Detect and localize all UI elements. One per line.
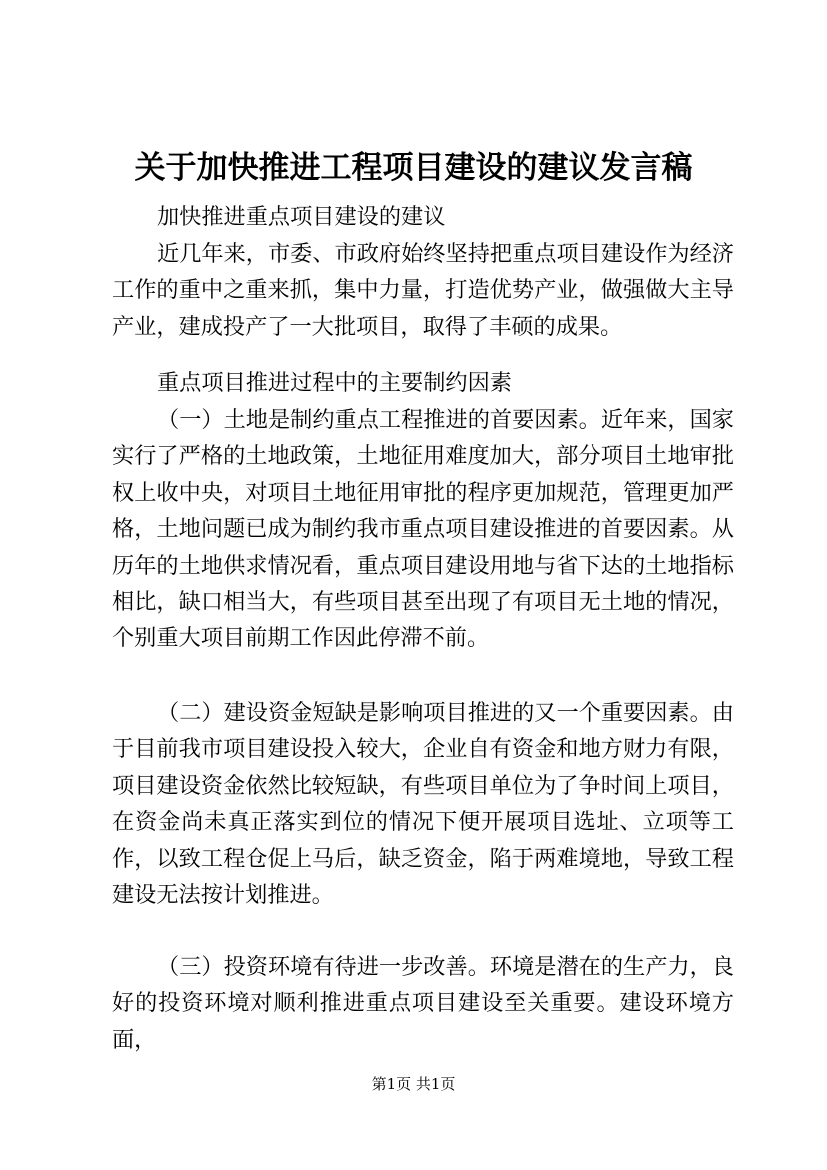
paragraph-intro: 近几年来，市委、市政府始终坚持把重点项目建设作为经济工作的重中之重来抓，集中力量，打造优势产业，做强做大主导产业，建成投产了一大批项目，取得了丰硕的成果。 — [112, 241, 734, 340]
document-title: 关于加快推进工程项目建设的建议发言稿 — [134, 150, 693, 186]
section-heading-proposal: 加快推进重点项目建设的建议 — [157, 204, 446, 230]
paragraph-funding: （二）建设资金短缺是影响项目推进的又一个重要因素。由于目前我市项目建设投入较大，企业自有资金和地方财力有限，项目建设资金依然比较短缺，有些项目单位为了争时间上项目，在资金尚未真正落实到位的情况下便开展项目选址、立项等工作，以致工程仓促上马后，缺乏资金，陷于两难境地，导致工程建设无法按计划推进。 — [112, 700, 734, 909]
section-heading-constraints: 重点项目推进过程中的主要制约因素 — [157, 370, 512, 396]
paragraph-land: （一）土地是制约重点工程推进的首要因素。近年来，国家实行了严格的土地政策，土地征用难度加大，部分项目土地审批权上收中央，对项目土地征用审批的程序更加规范，管理更加严格，土地问题已成为制约我市重点项目建设推进的首要因素。从历年的土地供求情况看，重点项目建设用地与省下达的土地指标相比，缺口相当大，有些项目甚至出现了有项目无土地的情况，个别重大项目前期工作因此停滞不前。 — [112, 407, 734, 652]
paragraph-investment-environment: （三）投资环境有待进一步改善。环境是潜在的生产力，良好的投资环境对顺利推进重点项目建设至关重要。建设环境方面， — [112, 954, 734, 1053]
page-footer: 第1页 共1页 — [371, 1075, 456, 1093]
